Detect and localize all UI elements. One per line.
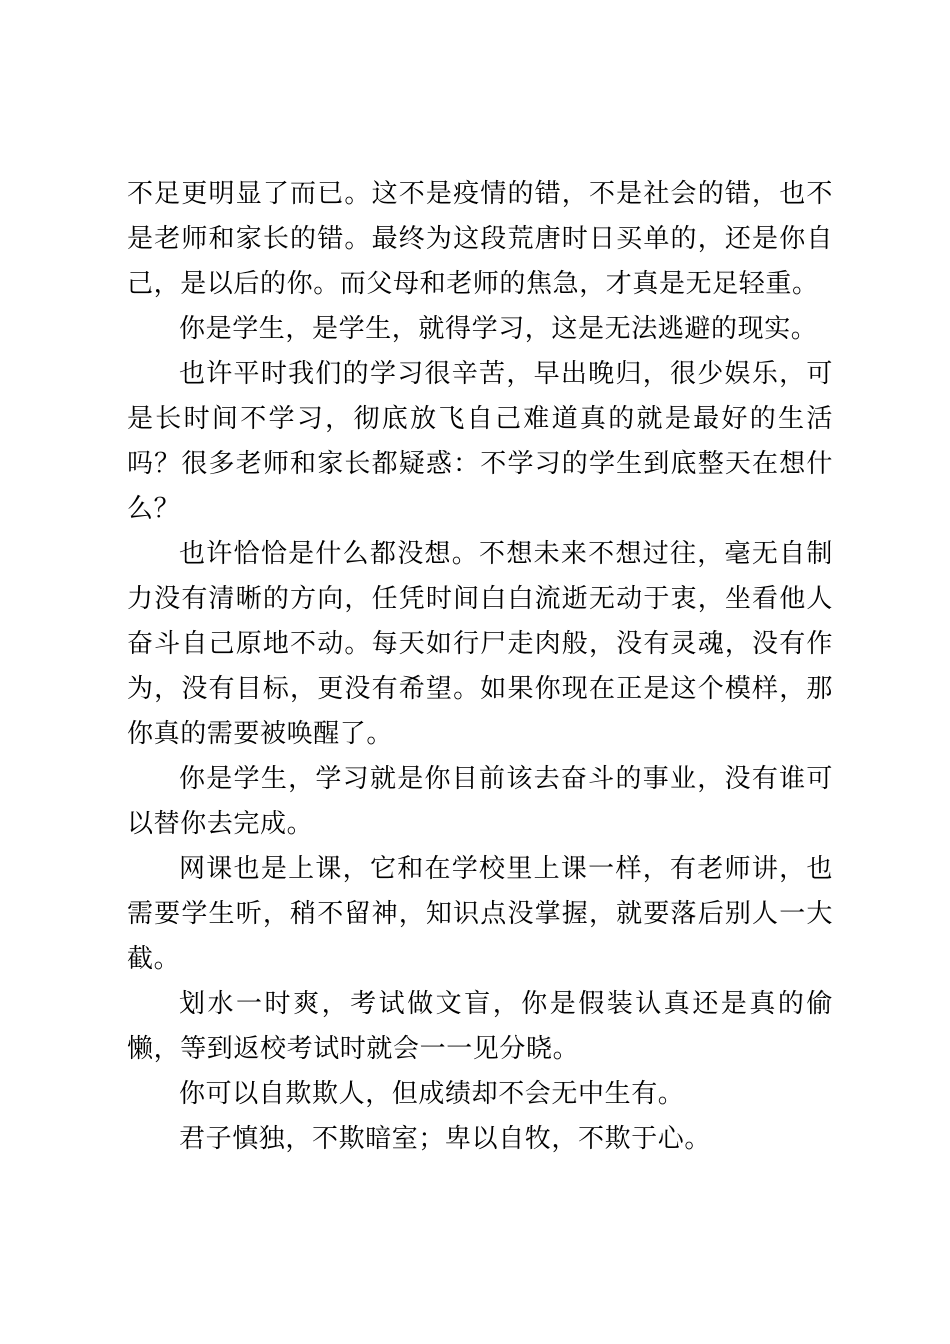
paragraph: 君子慎独，不欺暗室；卑以自牧，不欺于心。 bbox=[179, 1124, 712, 1154]
paragraph: 网课也是上课，它和在学校里上课一样，有老师讲，也需要学生听，稍不留神，知识点没掌握，就要落后别人一大截。 bbox=[127, 854, 833, 974]
paragraph: 也许恰恰是什么都没想。不想未来不想过往，毫无自制力没有清晰的方向，任凭时间白白流逝无动于衷，坐看他人奋斗自己原地不动。每天如行尸走肉般，没有灵魂，没有作为，没有目标，更没有希望。如果你现在正是这个模样，那你真的需要被唤醒了。 bbox=[127, 539, 833, 749]
document-body bbox=[127, 172, 833, 1162]
paragraph: 也许平时我们的学习很辛苦，早出晚归，很少娱乐，可是长时间不学习，彻底放飞自己难道真的就是最好的生活吗？很多老师和家长都疑惑：不学习的学生到底整天在想什么？ bbox=[127, 359, 833, 524]
paragraph: 你可以自欺欺人，但成绩却不会无中生有。 bbox=[179, 1079, 685, 1109]
paragraph: 你是学生，学习就是你目前该去奋斗的事业，没有谁可以替你去完成。 bbox=[127, 764, 833, 839]
paragraph: 你是学生，是学生，就得学习，这是无法逃避的现实。 bbox=[179, 314, 818, 344]
paragraph-continuation: 不足更明显了而已。这不是疫情的错，不是社会的错，也不是老师和家长的错。最终为这段荒唐时日买单的，还是你自己，是以后的你。而父母和老师的焦急，才真是无足轻重。 bbox=[127, 179, 833, 299]
paragraph: 划水一时爽，考试做文盲，你是假装认真还是真的偷懒，等到返校考试时就会一一见分晓。 bbox=[127, 989, 833, 1064]
